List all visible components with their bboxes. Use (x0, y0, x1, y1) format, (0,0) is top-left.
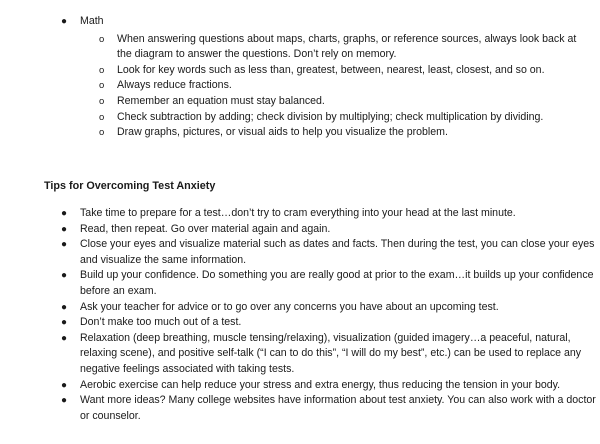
anxiety-tip-item (58, 393, 596, 424)
anxiety-tip-text: Want more ideas? Many college websites have information about test anxiety. You can also work with a doctor or counselor. (80, 394, 596, 422)
anxiety-tip-text: Ask your teacher for advice or to go over any concerns you have about an upcoming test. (80, 300, 499, 313)
circle-bullet-icon: o (99, 111, 105, 123)
math-tip-text: Always reduce fractions. (117, 79, 232, 92)
math-tip-item (58, 63, 593, 79)
math-tip-text: Remember an equation must stay balanced. (117, 94, 325, 107)
circle-bullet-icon: o (99, 80, 105, 92)
math-tips-list (58, 32, 593, 141)
circle-bullet-icon: o (99, 33, 105, 45)
anxiety-tip-item (58, 300, 596, 316)
circle-bullet-icon: o (99, 64, 105, 76)
math-label: Math (80, 15, 104, 27)
circle-bullet-icon: o (99, 95, 105, 107)
anxiety-tip-text: Aerobic exercise can help reduce your stress and extra energy, thus reducing the tension in your body. (80, 378, 561, 391)
bullet-icon: ● (61, 270, 68, 282)
circle-bullet-icon: o (99, 127, 105, 139)
anxiety-tip-item (58, 315, 596, 331)
anxiety-tip-item (58, 206, 596, 222)
anxiety-tip-item (58, 378, 596, 394)
anxiety-tip-text: Read, then repeat. Go over material again and again. (80, 222, 331, 235)
math-tip-item (58, 125, 593, 141)
math-tip-item (58, 110, 593, 126)
bullet-icon: ● (61, 301, 68, 313)
anxiety-tip-item (58, 331, 596, 378)
bullet-icon: ● (61, 395, 68, 407)
bullet-icon: ● (61, 223, 68, 235)
bullet-icon: ● (61, 317, 68, 329)
math-bullet (58, 14, 593, 30)
math-tip-text: Look for key words such as less than, greatest, between, nearest, least, closest, and so on. (117, 63, 545, 76)
anxiety-tips-list (58, 206, 596, 424)
math-tip-item (58, 94, 593, 110)
bullet-icon: ● (61, 379, 68, 391)
bullet-icon: ● (61, 208, 68, 219)
anxiety-tip-item (58, 268, 596, 299)
math-section (58, 14, 593, 141)
math-tip-text: Draw graphs, pictures, or visual aids to help you visualize the problem. (117, 126, 448, 139)
anxiety-tip-text: Take time to prepare for a test…don’t try to cram everything into your head at the last minute. (80, 207, 516, 219)
anxiety-tip-text: Build up your confidence. Do something you are really good at prior to the exam…it builds up your confidence before an exam. (80, 269, 594, 297)
anxiety-tip-item (58, 237, 596, 268)
section-heading: Tips for Overcoming Test Anxiety (44, 180, 216, 192)
math-tip-item (58, 32, 593, 63)
math-tip-text: When answering questions about maps, charts, graphs, or reference sources, always look back at the diagram to answer the questions. Don’t rely on memory. (117, 32, 577, 61)
anxiety-tip-text: Relaxation (deep breathing, muscle tensing/relaxing), visualization (guided imagery…a peaceful, natural, relaxing scene), and positive self-talk (“I can to do this”, “I will do my best”, etc.) can be used to replace any negative feelings associated with taking tests. (80, 331, 582, 375)
bullet-icon: ● (61, 239, 68, 251)
math-tip-text: Check subtraction by adding; check division by multiplying; check multiplication by dividing. (117, 110, 544, 123)
anxiety-tip-item (58, 222, 596, 238)
bullet-icon: ● (61, 332, 68, 344)
bullet-icon: ● (61, 16, 68, 27)
anxiety-tip-text: Don’t make too much out of a test. (80, 316, 242, 329)
anxiety-tip-text: Close your eyes and visualize material such as dates and facts. Then during the test, you can close your eyes and visualize the same information. (80, 238, 595, 266)
math-tip-item (58, 78, 593, 94)
